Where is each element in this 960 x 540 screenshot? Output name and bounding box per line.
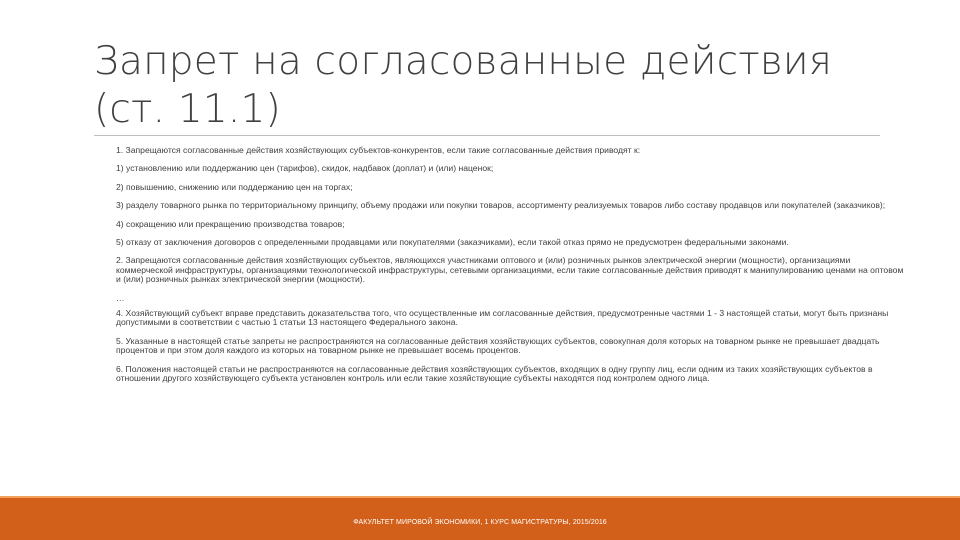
paragraph-1: 1. Запрещаются согласованные действия хозяйствующих субъектов-конкурентов, если такие согласованные действия приводят к: <box>116 145 641 155</box>
footer-text: ФАКУЛЬТЕТ МИРОВОЙ ЭКОНОМИКИ, 1 КУРС МАГИСТРАТУРЫ, 2015/2016 <box>353 519 607 526</box>
slide-title: Запрет на согласованные действия (ст. 11.1) <box>94 39 833 132</box>
paragraph-ellipsis: … <box>116 292 125 303</box>
paragraph-2: 1) установлению или поддержанию цен (тарифов), скидок, надбавок (доплат) и (или) наценок; <box>116 163 494 174</box>
paragraph-10: 6. Положения настоящей статьи не распространяются на согласованные действия хозяйствующих субъектов, входящих в одну группу лиц, если одним из таких хозяйствующих субъектов в отношении другого хозяйствующего субъекта установлен контроль или если такие хозяйствующие субъекты находятся под контролем одного лица. <box>116 363 873 384</box>
paragraph-9: 5. Указанные в настоящей статье запреты не распространяются на согласованные действия хозяйствующих субъектов, совокупная доля которых на товарном рынке не превышает двадцать процентов и при этом доля каждого из которых на товарном рынке не превышает восемь процентов. <box>116 335 880 356</box>
paragraph-6: 5) отказу от заключения договоров с определенными продавцами или покупателями (заказчиками), если такой отказ прямо не предусмотрен федеральными законами. <box>116 237 789 248</box>
slide-body <box>116 146 906 393</box>
paragraph-5: 4) сокращению или прекращению производства товаров; <box>116 218 345 229</box>
title-divider <box>94 135 880 136</box>
paragraph-8: 4. Хозяйствующий субъект вправе представить доказательства того, что осуществленные им согласованные действия, предусмотренные частями 1 - 3 настоящей статьи, могут быть признаны допустимыми в соответствии с частью 1 статьи 13 настоящего Федерального закона. <box>116 308 889 328</box>
paragraph-3: 2) повышению, снижению или поддержанию цен на торгах; <box>116 181 353 192</box>
paragraph-7: 2. Запрещаются согласованные действия хозяйствующих субъектов, являющихся участниками оптового и (или) розничных рынков электрической энергии (мощности), организациями коммерческой инфраструктуры, организациями технологической инфраструктуры, сетевыми организациями, если такие согласованные действия приводят к манипулированию ценами на оптовом и (или) розничных рынках электрической энергии (мощности). <box>116 255 904 285</box>
paragraph-4: 3) разделу товарного рынка по территориальному принципу, объему продажи или покупки товаров, ассортименту реализуемых товаров либо составу продавцов или покупателей (заказчиков); <box>116 200 886 211</box>
